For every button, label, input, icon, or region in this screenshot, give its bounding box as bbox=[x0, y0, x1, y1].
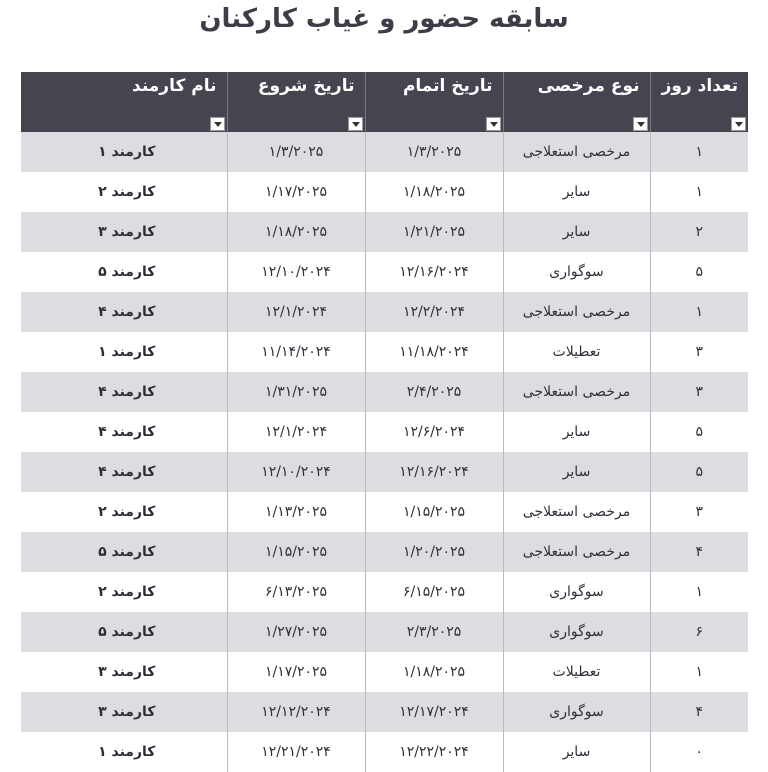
cell-end-date[interactable]: ۱۲/۱۷/۲۰۲۴ bbox=[365, 692, 503, 732]
cell-start-date[interactable]: ۱/۱۷/۲۰۲۵ bbox=[227, 172, 365, 212]
cell-start-date[interactable]: ۱/۱۷/۲۰۲۵ bbox=[227, 652, 365, 692]
table-row[interactable] bbox=[21, 172, 748, 212]
cell-leave-type[interactable]: مرخصی استعلاجی bbox=[503, 132, 650, 172]
table-row[interactable] bbox=[21, 652, 748, 692]
cell-day-count[interactable]: ۴ bbox=[650, 692, 748, 732]
cell-end-date[interactable]: ۱۲/۱۶/۲۰۲۴ bbox=[365, 452, 503, 492]
cell-start-date[interactable]: ۱۲/۲۱/۲۰۲۴ bbox=[227, 732, 365, 772]
cell-leave-type[interactable]: مرخصی استعلاجی bbox=[503, 292, 650, 332]
cell-employee-name[interactable]: کارمند ۲ bbox=[21, 572, 227, 612]
table-row[interactable] bbox=[21, 492, 748, 532]
cell-leave-type[interactable]: مرخصی استعلاجی bbox=[503, 372, 650, 412]
cell-end-date[interactable]: ۲/۳/۲۰۲۵ bbox=[365, 612, 503, 652]
cell-employee-name[interactable]: کارمند ۳ bbox=[21, 692, 227, 732]
cell-leave-type[interactable]: سایر bbox=[503, 452, 650, 492]
cell-employee-name[interactable]: کارمند ۱ bbox=[21, 332, 227, 372]
header-row bbox=[21, 72, 748, 132]
cell-end-date[interactable]: ۱/۲۱/۲۰۲۵ bbox=[365, 212, 503, 252]
cell-employee-name[interactable]: کارمند ۱ bbox=[21, 732, 227, 772]
column-header-label: نام کارمند bbox=[132, 76, 217, 96]
cell-day-count[interactable]: ۵ bbox=[650, 252, 748, 292]
cell-start-date[interactable]: ۱۲/۱۲/۲۰۲۴ bbox=[227, 692, 365, 732]
cell-day-count[interactable]: ۵ bbox=[650, 412, 748, 452]
cell-day-count[interactable]: ۲ bbox=[650, 212, 748, 252]
column-header-label: تاریخ شروع bbox=[257, 76, 355, 96]
column-header-end-date bbox=[365, 72, 503, 132]
cell-leave-type[interactable]: سوگواری bbox=[503, 692, 650, 732]
cell-end-date[interactable]: ۱/۲۰/۲۰۲۵ bbox=[365, 532, 503, 572]
filter-dropdown-icon[interactable] bbox=[633, 117, 648, 131]
cell-employee-name[interactable]: کارمند ۲ bbox=[21, 172, 227, 212]
cell-end-date[interactable]: ۲/۴/۲۰۲۵ bbox=[365, 372, 503, 412]
cell-start-date[interactable]: ۱۲/۱۰/۲۰۲۴ bbox=[227, 452, 365, 492]
cell-leave-type[interactable]: سوگواری bbox=[503, 252, 650, 292]
column-header-label: تاریخ اتمام bbox=[402, 76, 493, 96]
cell-end-date[interactable]: ۱/۱۸/۲۰۲۵ bbox=[365, 652, 503, 692]
cell-day-count[interactable]: ۳ bbox=[650, 372, 748, 412]
table-row[interactable] bbox=[21, 612, 748, 652]
cell-day-count[interactable]: ۴ bbox=[650, 532, 748, 572]
cell-end-date[interactable]: ۱۲/۱۶/۲۰۲۴ bbox=[365, 252, 503, 292]
table-row[interactable] bbox=[21, 412, 748, 452]
cell-end-date[interactable]: ۱۲/۲/۲۰۲۴ bbox=[365, 292, 503, 332]
filter-dropdown-icon[interactable] bbox=[731, 117, 746, 131]
table-row[interactable] bbox=[21, 212, 748, 252]
cell-leave-type[interactable]: سایر bbox=[503, 412, 650, 452]
cell-day-count[interactable]: ۱ bbox=[650, 572, 748, 612]
cell-employee-name[interactable]: کارمند ۴ bbox=[21, 412, 227, 452]
table-row[interactable] bbox=[21, 132, 748, 172]
cell-employee-name[interactable]: کارمند ۵ bbox=[21, 252, 227, 292]
table-row[interactable] bbox=[21, 452, 748, 492]
cell-leave-type[interactable]: سایر bbox=[503, 212, 650, 252]
cell-leave-type[interactable]: سوگواری bbox=[503, 572, 650, 612]
cell-start-date[interactable]: ۱/۱۳/۲۰۲۵ bbox=[227, 492, 365, 532]
filter-dropdown-icon[interactable] bbox=[486, 117, 501, 131]
cell-day-count[interactable]: ۳ bbox=[650, 332, 748, 372]
cell-start-date[interactable]: ۱/۱۸/۲۰۲۵ bbox=[227, 212, 365, 252]
table-row[interactable] bbox=[21, 692, 748, 732]
cell-end-date[interactable]: ۶/۱۵/۲۰۲۵ bbox=[365, 572, 503, 612]
column-header-day-count bbox=[650, 72, 748, 132]
table-row[interactable] bbox=[21, 332, 748, 372]
column-header-label: نوع مرخصی bbox=[537, 76, 640, 96]
cell-employee-name[interactable]: کارمند ۴ bbox=[21, 452, 227, 492]
cell-leave-type[interactable]: تعطیلات bbox=[503, 332, 650, 372]
cell-day-count[interactable]: ۳ bbox=[650, 492, 748, 532]
cell-leave-type[interactable]: سوگواری bbox=[503, 612, 650, 652]
column-header-label: تعداد روز bbox=[661, 76, 738, 96]
cell-end-date[interactable]: ۱/۱۵/۲۰۲۵ bbox=[365, 492, 503, 532]
cell-employee-name[interactable]: کارمند ۲ bbox=[21, 492, 227, 532]
cell-day-count[interactable]: ۱ bbox=[650, 132, 748, 172]
cell-start-date[interactable]: ۱۲/۱/۲۰۲۴ bbox=[227, 412, 365, 452]
page-title: سابقه حضور و غیاب کارکنان bbox=[199, 4, 569, 34]
cell-start-date[interactable]: ۱/۳/۲۰۲۵ bbox=[227, 132, 365, 172]
cell-end-date[interactable]: ۱/۳/۲۰۲۵ bbox=[365, 132, 503, 172]
cell-leave-type[interactable]: تعطیلات bbox=[503, 652, 650, 692]
column-header-start-date bbox=[227, 72, 365, 132]
cell-day-count[interactable]: ۶ bbox=[650, 612, 748, 652]
table-row[interactable] bbox=[21, 372, 748, 412]
cell-end-date[interactable]: ۱۲/۲۲/۲۰۲۴ bbox=[365, 732, 503, 772]
table-body bbox=[21, 132, 748, 772]
cell-employee-name[interactable]: کارمند ۳ bbox=[21, 212, 227, 252]
attendance-table bbox=[21, 72, 748, 772]
filter-dropdown-icon[interactable] bbox=[210, 117, 225, 131]
table-row[interactable] bbox=[21, 732, 748, 772]
table-row[interactable] bbox=[21, 572, 748, 612]
cell-start-date[interactable]: ۱۲/۱۰/۲۰۲۴ bbox=[227, 252, 365, 292]
cell-day-count[interactable]: ۱ bbox=[650, 172, 748, 212]
cell-start-date[interactable]: ۶/۱۳/۲۰۲۵ bbox=[227, 572, 365, 612]
cell-employee-name[interactable]: کارمند ۵ bbox=[21, 612, 227, 652]
cell-leave-type[interactable]: سایر bbox=[503, 172, 650, 212]
cell-day-count[interactable]: ۰ bbox=[650, 732, 748, 772]
cell-end-date[interactable]: ۱۲/۶/۲۰۲۴ bbox=[365, 412, 503, 452]
cell-start-date[interactable]: ۱/۳۱/۲۰۲۵ bbox=[227, 372, 365, 412]
cell-employee-name[interactable]: کارمند ۳ bbox=[21, 652, 227, 692]
table-row[interactable] bbox=[21, 252, 748, 292]
cell-employee-name[interactable]: کارمند ۱ bbox=[21, 132, 227, 172]
cell-day-count[interactable]: ۱ bbox=[650, 292, 748, 332]
table-row[interactable] bbox=[21, 532, 748, 572]
cell-start-date[interactable]: ۱۱/۱۴/۲۰۲۴ bbox=[227, 332, 365, 372]
table-row[interactable] bbox=[21, 292, 748, 332]
cell-employee-name[interactable]: کارمند ۵ bbox=[21, 532, 227, 572]
cell-leave-type[interactable]: مرخصی استعلاجی bbox=[503, 532, 650, 572]
filter-dropdown-icon[interactable] bbox=[348, 117, 363, 131]
cell-end-date[interactable]: ۱۱/۱۸/۲۰۲۴ bbox=[365, 332, 503, 372]
column-header-employee-name bbox=[21, 72, 227, 132]
cell-start-date[interactable]: ۱/۱۵/۲۰۲۵ bbox=[227, 532, 365, 572]
column-header-leave-type bbox=[503, 72, 650, 132]
cell-employee-name[interactable]: کارمند ۴ bbox=[21, 292, 227, 332]
cell-leave-type[interactable]: سایر bbox=[503, 732, 650, 772]
cell-leave-type[interactable]: مرخصی استعلاجی bbox=[503, 492, 650, 532]
cell-day-count[interactable]: ۵ bbox=[650, 452, 748, 492]
cell-day-count[interactable]: ۱ bbox=[650, 652, 748, 692]
cell-end-date[interactable]: ۱/۱۸/۲۰۲۵ bbox=[365, 172, 503, 212]
cell-start-date[interactable]: ۱/۲۷/۲۰۲۵ bbox=[227, 612, 365, 652]
cell-employee-name[interactable]: کارمند ۴ bbox=[21, 372, 227, 412]
cell-start-date[interactable]: ۱۲/۱/۲۰۲۴ bbox=[227, 292, 365, 332]
